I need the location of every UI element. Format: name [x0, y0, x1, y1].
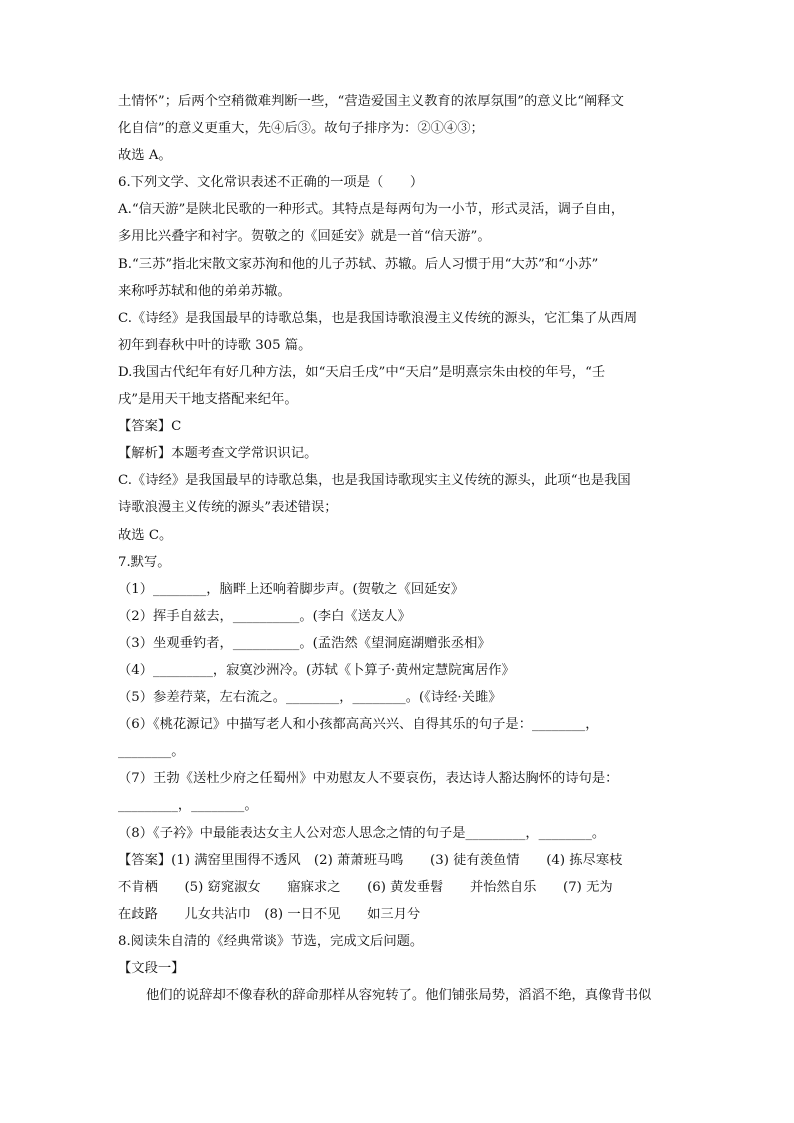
text-line: 化自信”的意义更重大，先④后③。故句子排序为：②①④③；	[118, 121, 484, 137]
dictation-item: ________。	[118, 744, 185, 760]
dictation-item: （4）_________，寂寞沙洲冷。(苏轼《卜算子·黄州定慧院寓居作》	[118, 662, 515, 678]
dictation-item: （1）________，脑畔上还响着脚步声。(贺敬之《回延安》	[118, 581, 465, 597]
dictation-item: （2）挥手自兹去，__________。(李白《送友人》	[118, 608, 411, 624]
option-a-line: A.“信天游”是陕北民歌的一种形式。其特点是每两句为一小节，形式灵活，调子自由，	[118, 202, 625, 218]
question-6-stem: 6.下列文学、文化常识表述不正确的一项是（ ）	[118, 175, 424, 191]
option-b-line: B.“三苏”指北宋散文家苏洵和他的儿子苏轼、苏辙。后人习惯于用“大苏”和“小苏”	[118, 256, 599, 272]
passage-text: 他们的说辞却不像春秋的辞命那样从容宛转了。他们铺张局势，滔滔不绝，真像背书似	[146, 988, 652, 1004]
option-d-line: 戌”是用天干地支搭配来纪年。	[118, 392, 298, 408]
dictation-item: （8）《子衿》中最能表达女主人公对恋人思念之情的句子是_________，________。	[118, 825, 606, 841]
option-a-line: 多用比兴叠字和衬字。贺敬之的《回延安》就是一首“信天游”。	[118, 229, 491, 245]
option-b-line: 来称呼苏轼和他的弟弟苏辙。	[118, 283, 291, 299]
answer-line: 【答案】C	[118, 419, 182, 435]
answer-line: 【答案】(1) 满窑里围得不透风 (2) 萧萧班马鸣 (3) 徒有羡鱼情 (4) 拣尽寒枝	[118, 852, 623, 868]
answer-line: 在歧路 儿女共沾巾 (8) 一日不见 如三月兮	[118, 906, 421, 922]
analysis-line: 【解析】本题考查文学常识识记。	[118, 446, 318, 462]
answer-line: 不肯栖 (5) 窈窕淑女 寤寐求之 (6) 黄发垂髫 并怡然自乐 (7) 无为	[118, 879, 613, 895]
dictation-item: （5）参差荇菜，左右流之。________，________。(《诗经·关雎》	[118, 690, 502, 706]
document-page	[118, 88, 678, 1009]
option-c-line: C.《诗经》是我国最早的诗歌总集，也是我国诗歌浪漫主义传统的源头，它汇集了从西周	[118, 310, 638, 326]
dictation-item: _________，________。	[118, 798, 258, 814]
dictation-item: （3）坐观垂钓者，__________。(孟浩然《望洞庭湖赠张丞相》	[118, 635, 491, 651]
option-c-line: 初年到春秋中叶的诗歌 305 篇。	[118, 337, 312, 353]
text-line: 故选 A。	[118, 148, 172, 164]
analysis-line: 诗歌浪漫主义传统的源头”表述错误；	[118, 500, 338, 516]
analysis-line: C.《诗经》是我国最早的诗歌总集，也是我国诗歌现实主义传统的源头，此项“也是我国	[118, 473, 631, 489]
passage-heading: 【文段一】	[118, 961, 185, 976]
dictation-item: （7）王勃《送杜少府之任蜀州》中劝慰友人不要哀伤，表达诗人豁达胸怀的诗句是：	[118, 771, 619, 787]
text-line: 土情怀”；后两个空稍微难判断一些，“营造爱国主义教育的浓厚氛围”的意义比“阐释文	[118, 94, 624, 109]
option-d-line: D.我国古代纪年有好几种方法，如“天启壬戌”中“天启”是明熹宗朱由校的年号，“壬	[118, 364, 606, 380]
analysis-line: 故选 C。	[118, 527, 173, 543]
dictation-item: （6）《桃花源记》中描写老人和小孩都高高兴兴、自得其乐的句子是：________，	[118, 717, 599, 733]
question-7-stem: 7.默写。	[118, 554, 171, 570]
question-8-stem: 8.阅读朱自清的《经典常谈》节选，完成文后问题。	[118, 933, 424, 949]
